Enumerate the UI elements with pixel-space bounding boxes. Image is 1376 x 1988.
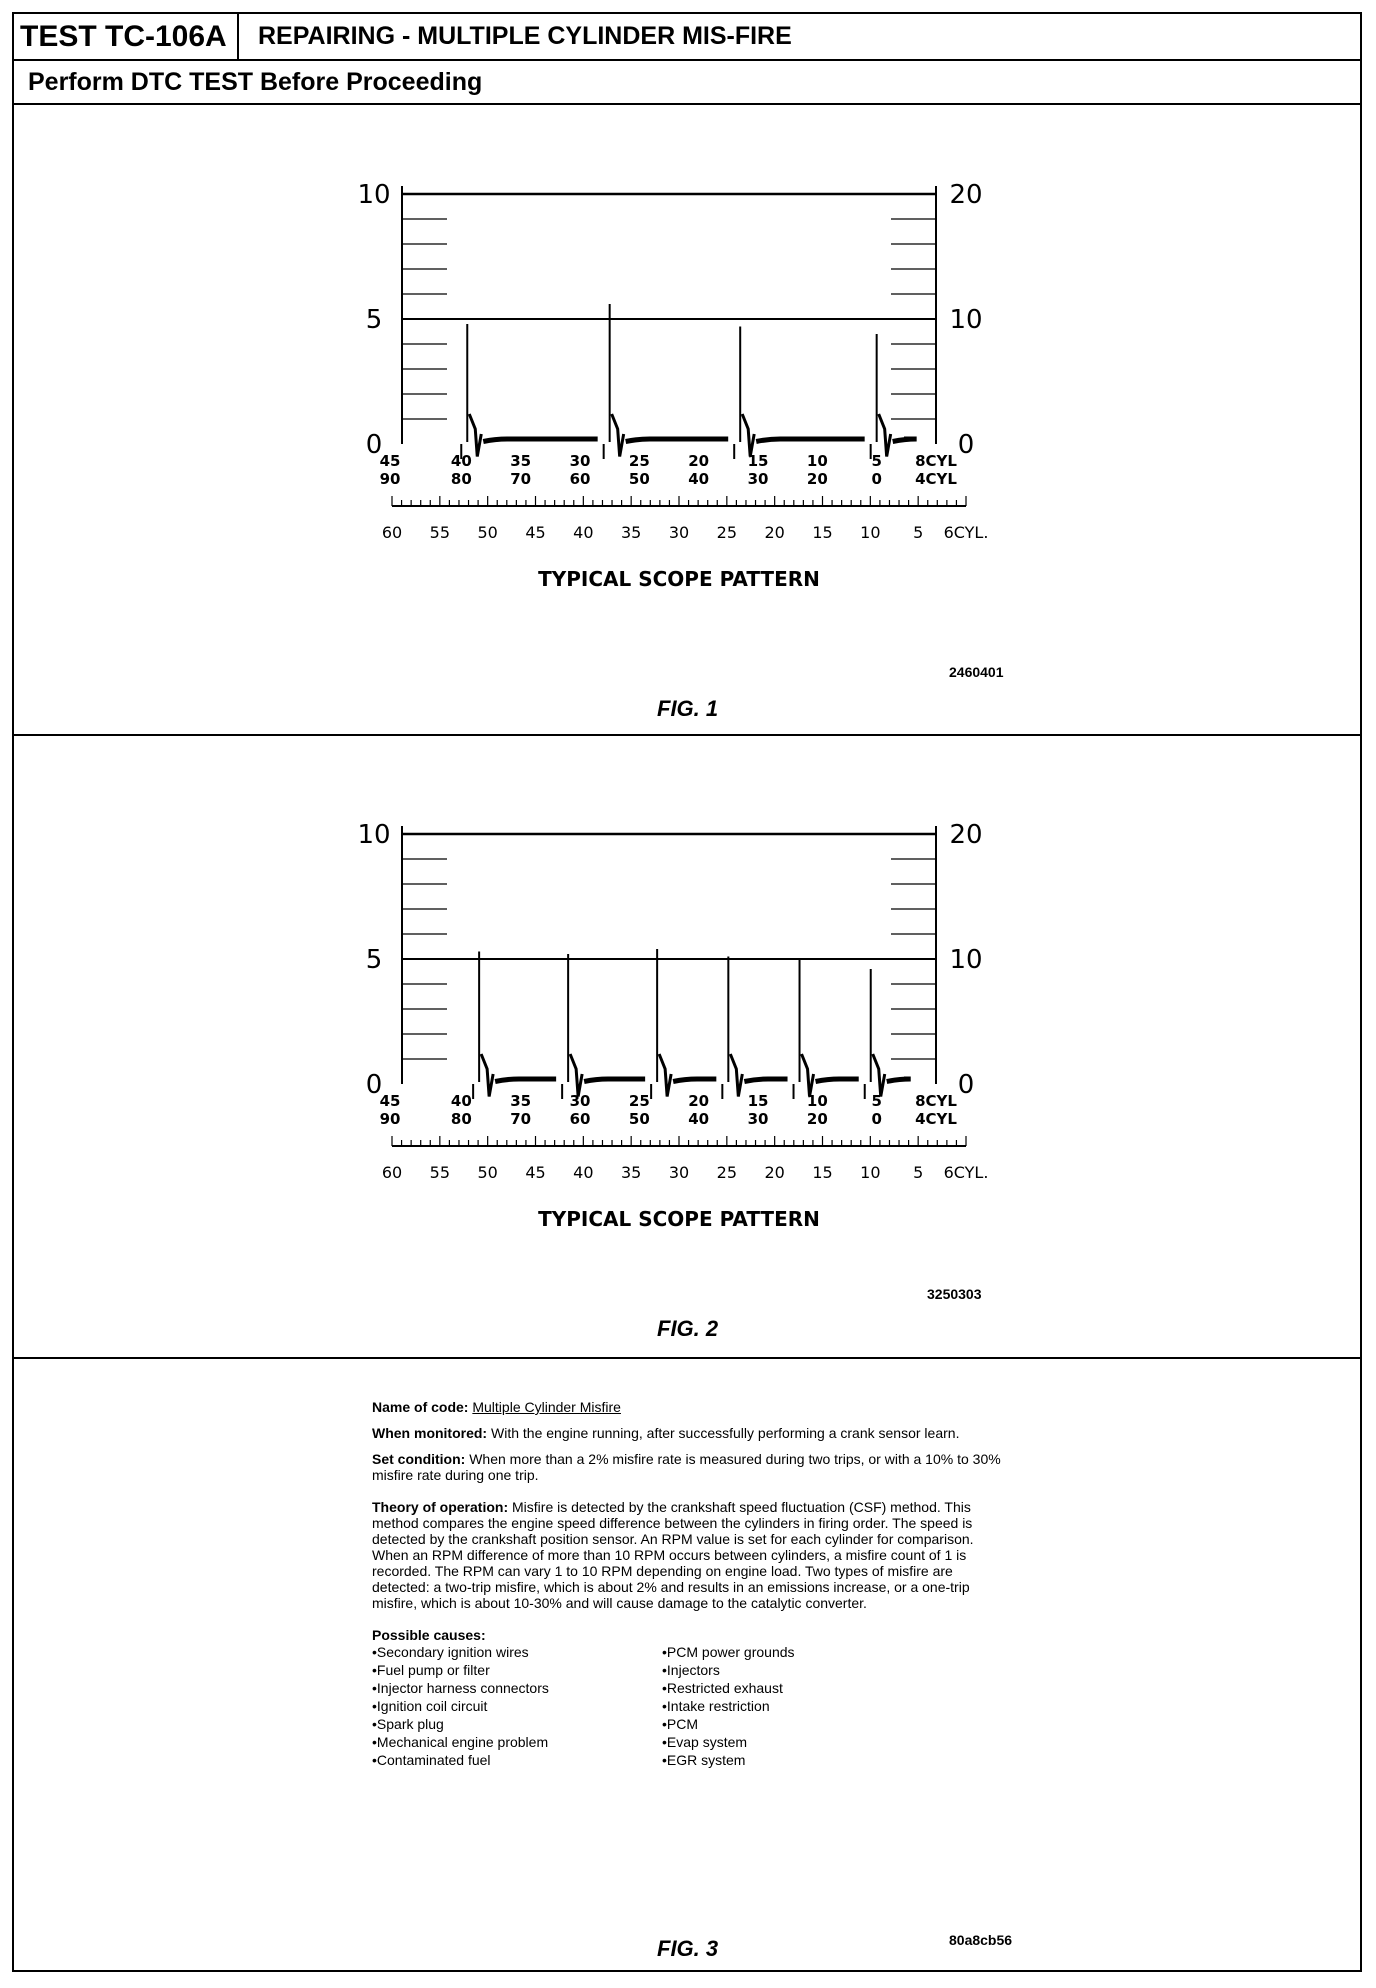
spike-ringing bbox=[873, 1054, 885, 1097]
y-tick-label-right: 10 bbox=[949, 945, 983, 975]
scale-label-6cyl: 40 bbox=[573, 1163, 594, 1182]
scale-label-6cyl: 6CYL. bbox=[943, 523, 989, 542]
scale-label-6cyl: 35 bbox=[620, 523, 642, 542]
scale-label-8cyl: 35 bbox=[510, 452, 532, 470]
cause-item: • Evap system bbox=[662, 1733, 952, 1751]
baseline-trace bbox=[483, 439, 597, 442]
scale-label-8cyl: 40 bbox=[450, 452, 472, 470]
causes-right-column bbox=[662, 1643, 952, 1769]
scale-label-6cyl: 55 bbox=[429, 523, 451, 542]
scale-label-4cyl: 50 bbox=[628, 470, 650, 488]
scale-label-4cyl: 70 bbox=[510, 470, 532, 488]
spike-ringing bbox=[570, 1054, 582, 1097]
y-tick-label-right: 0 bbox=[957, 430, 975, 460]
scale-label-4cyl: 30 bbox=[747, 470, 769, 488]
baseline-trace bbox=[673, 1079, 716, 1082]
spike-ringing bbox=[659, 1054, 671, 1097]
y-tick-label-left: 0 bbox=[365, 430, 383, 460]
figure-label: FIG. 3 bbox=[657, 1936, 719, 1961]
scale-label-4cyl: 4CYL bbox=[915, 470, 957, 488]
spike-ringing bbox=[469, 414, 481, 457]
figure-code: 2460401 bbox=[949, 664, 1004, 680]
scale-label-8cyl: 20 bbox=[688, 452, 710, 470]
spike-ringing bbox=[481, 1054, 493, 1097]
spike-ringing bbox=[730, 1054, 742, 1097]
page-frame bbox=[12, 12, 1362, 1972]
scale-label-8cyl: 40 bbox=[450, 1092, 472, 1110]
scale-label-6cyl: 5 bbox=[913, 1163, 924, 1182]
scale-label-4cyl: 90 bbox=[379, 470, 401, 488]
scale-label-8cyl: 10 bbox=[806, 1092, 828, 1110]
scale-label-6cyl: 10 bbox=[860, 523, 881, 542]
scale-label-8cyl: 5 bbox=[871, 1092, 882, 1110]
section-divider bbox=[14, 734, 1360, 736]
y-tick-label-right: 20 bbox=[949, 820, 983, 850]
page-subtitle: Perform DTC TEST Before Proceeding bbox=[28, 68, 483, 96]
scale-label-4cyl: 0 bbox=[871, 1110, 882, 1128]
baseline-trace bbox=[744, 1079, 787, 1082]
cause-item: • Contaminated fuel bbox=[372, 1751, 662, 1769]
theory-of-operation: Theory of operation: Misfire is detected by the crankshaft speed fluctuation (CSF) method. This method compares the engine speed difference between the cylinders in firing order. The speed is detected by the crankshaft position sensor. An RPM value is set for each cylinder for comparison. When an RPM difference of more than 10 RPM occurs between cylinders, a misfire count of 1 is recorded. The RPM can vary 1 to 10 RPM depending on engine load. Two types of misfire are detected: a two-trip misfire, which is about 2% and results in an emissions increase, or a one-trip misfire, which is about 10-30% and will cause damage to the catalytic converter. bbox=[372, 1499, 974, 1611]
causes-left-column bbox=[372, 1643, 662, 1769]
baseline-trace bbox=[756, 439, 864, 442]
scale-label-4cyl: 50 bbox=[628, 1110, 650, 1128]
cause-item: • PCM bbox=[662, 1715, 952, 1733]
scale-label-4cyl: 80 bbox=[450, 1110, 472, 1128]
scale-label-6cyl: 15 bbox=[812, 1163, 833, 1182]
y-tick-label-left: 5 bbox=[365, 945, 383, 975]
scale-label-8cyl: 8CYL bbox=[915, 452, 957, 470]
possible-causes-heading: Possible causes: bbox=[372, 1627, 486, 1643]
scale-label-8cyl: 25 bbox=[628, 452, 650, 470]
scale-label-6cyl: 25 bbox=[716, 523, 738, 542]
baseline-trace bbox=[887, 1079, 911, 1082]
scale-label-8cyl: 5 bbox=[871, 452, 882, 470]
scale-label-4cyl: 30 bbox=[747, 1110, 769, 1128]
scale-label-6cyl: 20 bbox=[764, 523, 785, 542]
scale-label-4cyl: 40 bbox=[688, 470, 710, 488]
header-row bbox=[14, 14, 1360, 61]
scale-label-4cyl: 60 bbox=[569, 470, 591, 488]
scale-label-8cyl: 30 bbox=[569, 1092, 591, 1110]
spike-ringing bbox=[879, 414, 891, 457]
scale-label-8cyl: 35 bbox=[510, 1092, 532, 1110]
scale-label-8cyl: 8CYL bbox=[915, 1092, 957, 1110]
set-condition: Set condition: When more than a 2% misfire rate is measured during two trips, or with a 10% to 30% misfire rate during one trip. bbox=[372, 1451, 1001, 1483]
scale-label-8cyl: 20 bbox=[688, 1092, 710, 1110]
cause-item: • Mechanical engine problem bbox=[372, 1733, 662, 1751]
y-tick-label-left: 5 bbox=[365, 305, 383, 335]
section-divider bbox=[14, 1357, 1360, 1359]
scale-label-6cyl: 45 bbox=[525, 1163, 546, 1182]
baseline-trace bbox=[495, 1079, 556, 1082]
spike-ringing bbox=[742, 414, 754, 457]
scale-label-8cyl: 30 bbox=[569, 452, 591, 470]
cause-item: • Fuel pump or filter bbox=[372, 1661, 662, 1679]
scale-label-4cyl: 4CYL bbox=[915, 1110, 957, 1128]
scale-label-8cyl: 45 bbox=[379, 1092, 401, 1110]
subheader-row bbox=[14, 61, 1360, 105]
test-id: TEST TC-106A bbox=[14, 14, 239, 59]
scale-label-6cyl: 10 bbox=[860, 1163, 881, 1182]
scale-label-4cyl: 0 bbox=[871, 470, 882, 488]
scale-label-4cyl: 40 bbox=[688, 1110, 710, 1128]
name-of-code: Name of code: Multiple Cylinder Misfire bbox=[372, 1399, 621, 1415]
scope-chart-fig1 bbox=[14, 174, 1360, 594]
figure-code: 80a8cb56 bbox=[949, 1932, 1013, 1948]
y-tick-label-left: 10 bbox=[357, 180, 391, 210]
scale-label-6cyl: 30 bbox=[668, 1163, 690, 1182]
scale-label-4cyl: 70 bbox=[510, 1110, 532, 1128]
possible-causes-list bbox=[372, 1643, 1012, 1769]
scale-label-6cyl: 15 bbox=[812, 523, 833, 542]
figure-code: 3250303 bbox=[927, 1286, 982, 1302]
scale-label-6cyl: 30 bbox=[668, 523, 690, 542]
scale-label-6cyl: 20 bbox=[764, 1163, 785, 1182]
cause-item: • Injectors bbox=[662, 1661, 952, 1679]
baseline-trace bbox=[893, 439, 917, 442]
figure-label: FIG. 1 bbox=[657, 696, 719, 721]
scale-label-8cyl: 15 bbox=[747, 1092, 769, 1110]
cause-item: • Injector harness connectors bbox=[372, 1679, 662, 1697]
cause-item: • Ignition coil circuit bbox=[372, 1697, 662, 1715]
scale-label-6cyl: 40 bbox=[573, 523, 594, 542]
scale-label-6cyl: 25 bbox=[716, 1163, 738, 1182]
scale-label-6cyl: 55 bbox=[429, 1163, 451, 1182]
scale-label-4cyl: 60 bbox=[569, 1110, 591, 1128]
scope-chart-fig2 bbox=[14, 814, 1360, 1264]
scale-label-6cyl: 35 bbox=[620, 1163, 642, 1182]
y-tick-label-left: 10 bbox=[357, 820, 391, 850]
cause-item: • EGR system bbox=[662, 1751, 952, 1769]
y-tick-label-right: 10 bbox=[949, 305, 983, 335]
baseline-trace bbox=[816, 1079, 859, 1082]
cause-item: • Intake restriction bbox=[662, 1697, 952, 1715]
scale-label-6cyl: 6CYL. bbox=[943, 1163, 989, 1182]
scale-label-6cyl: 45 bbox=[525, 523, 546, 542]
y-tick-label-right: 0 bbox=[957, 1070, 975, 1100]
baseline-trace bbox=[626, 439, 729, 442]
scale-label-8cyl: 45 bbox=[379, 452, 401, 470]
scale-label-6cyl: 5 bbox=[913, 523, 924, 542]
y-tick-label-right: 20 bbox=[949, 180, 983, 210]
chart-caption: TYPICAL SCOPE PATTERN bbox=[538, 567, 820, 591]
cause-item: • Spark plug bbox=[372, 1715, 662, 1733]
baseline-trace bbox=[584, 1079, 645, 1082]
y-tick-label-left: 0 bbox=[365, 1070, 383, 1100]
cause-item: • PCM power grounds bbox=[662, 1643, 952, 1661]
cause-item: • Restricted exhaust bbox=[662, 1679, 952, 1697]
figure-label: FIG. 2 bbox=[657, 1316, 719, 1341]
code-info bbox=[372, 1399, 1012, 1769]
scale-label-4cyl: 90 bbox=[379, 1110, 401, 1128]
scale-label-8cyl: 10 bbox=[806, 452, 828, 470]
page-title: REPAIRING - MULTIPLE CYLINDER MIS-FIRE bbox=[258, 22, 792, 50]
scale-label-4cyl: 80 bbox=[450, 470, 472, 488]
chart-caption: TYPICAL SCOPE PATTERN bbox=[538, 1207, 820, 1231]
scale-label-8cyl: 15 bbox=[747, 452, 769, 470]
scale-label-6cyl: 50 bbox=[477, 1163, 498, 1182]
spike-ringing bbox=[802, 1054, 814, 1097]
cause-item: • Secondary ignition wires bbox=[372, 1643, 662, 1661]
when-monitored: When monitored: With the engine running, after successfully performing a crank sensor learn. bbox=[372, 1425, 960, 1441]
scale-label-6cyl: 60 bbox=[381, 1163, 403, 1182]
scale-label-4cyl: 20 bbox=[806, 1110, 828, 1128]
scale-label-6cyl: 50 bbox=[477, 523, 498, 542]
spike-ringing bbox=[612, 414, 624, 457]
scale-label-6cyl: 60 bbox=[381, 523, 403, 542]
scale-label-4cyl: 20 bbox=[806, 470, 828, 488]
scale-label-8cyl: 25 bbox=[628, 1092, 650, 1110]
